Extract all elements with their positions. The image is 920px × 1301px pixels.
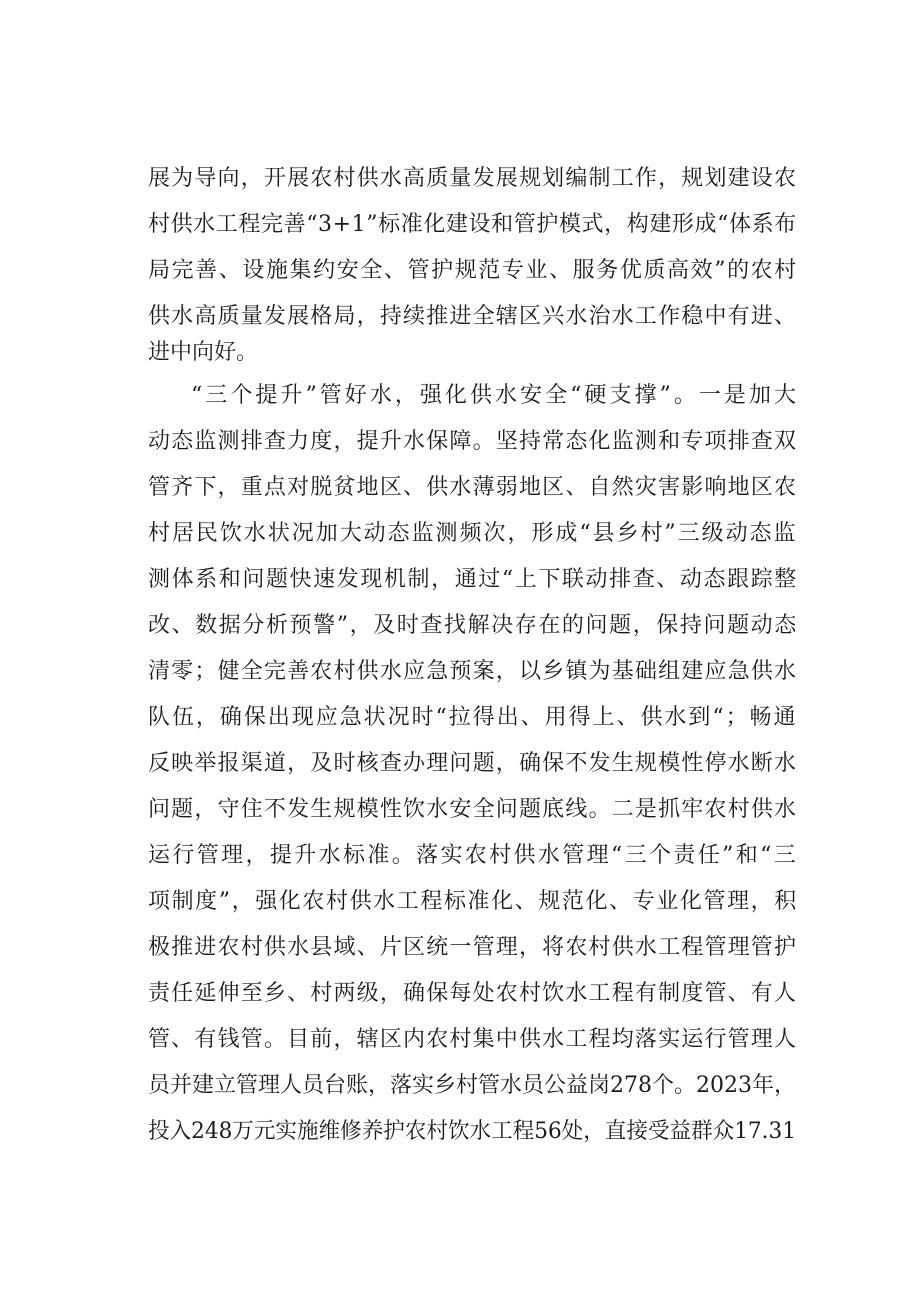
text-line: 队伍，确保出现应急状况时“拉得出、用得上、供水到“；畅通 [148, 705, 798, 730]
text-line: 反映举报渠道，及时核查办理问题，确保不发生规模性停水断水 [148, 751, 798, 776]
text-line: 村供水工程完善“3+1”标准化建设和管护模式，构建形成“体系布 [148, 212, 797, 237]
text-line: 极推进农村供水县域、片区统一管理，将农村供水工程管理管护 [148, 935, 798, 960]
text-line: 问题，守住不发生规模性饮水安全问题底线。二是抓牢农村供水 [148, 797, 798, 822]
text-line: 改、数据分析预警”，及时查找解决存在的问题，保持问题动态 [148, 613, 798, 638]
text-line: 管、有钱管。目前，辖区内农村集中供水工程均落实运行管理人 [148, 1027, 798, 1052]
text-line: 运行管理，提升水标准。落实农村供水管理“三个责任”和“三 [148, 843, 799, 868]
text-line: 项制度”，强化农村供水工程标准化、规范化、专业化管理，积 [148, 889, 798, 914]
text-line: 管齐下，重点对脱贫地区、供水薄弱地区、自然灾害影响地区农 [148, 475, 798, 500]
text-line: 供水高质量发展格局，持续推进全辖区兴水治水工作稳中有进、 [148, 304, 798, 329]
text-line: 村居民饮水状况加大动态监测频次，形成“县乡村”三级动态监 [148, 521, 798, 546]
text-line: 局完善、设施集约安全、管护规范专业、服务优质高效”的农村 [148, 258, 798, 283]
text-line: 投入248万元实施维修养护农村饮水工程56处，直接受益群众17.31 [148, 1119, 796, 1144]
text-line: 动态监测排查力度，提升水保障。坚持常态化监测和专项排查双 [148, 429, 798, 454]
paragraph-first-line: “三个提升”管好水，强化供水安全“硬支撑”。一是加大 [191, 383, 800, 408]
text-line: 员并建立管理人员台账，落实乡村管水员公益岗278个。2023年， [148, 1073, 796, 1098]
text-line: 测体系和问题快速发现机制，通过“上下联动排查、动态跟踪整 [148, 567, 798, 592]
text-line: 清零；健全完善农村供水应急预案，以乡镇为基础组建应急供水 [148, 659, 798, 684]
text-line: 责任延伸至乡、村两级，确保每处农村饮水工程有制度管、有人 [148, 981, 798, 1006]
text-line: 展为导向，开展农村供水高质量发展规划编制工作，规划建设农 [148, 166, 798, 191]
text-line: 进中向好。 [148, 340, 259, 365]
